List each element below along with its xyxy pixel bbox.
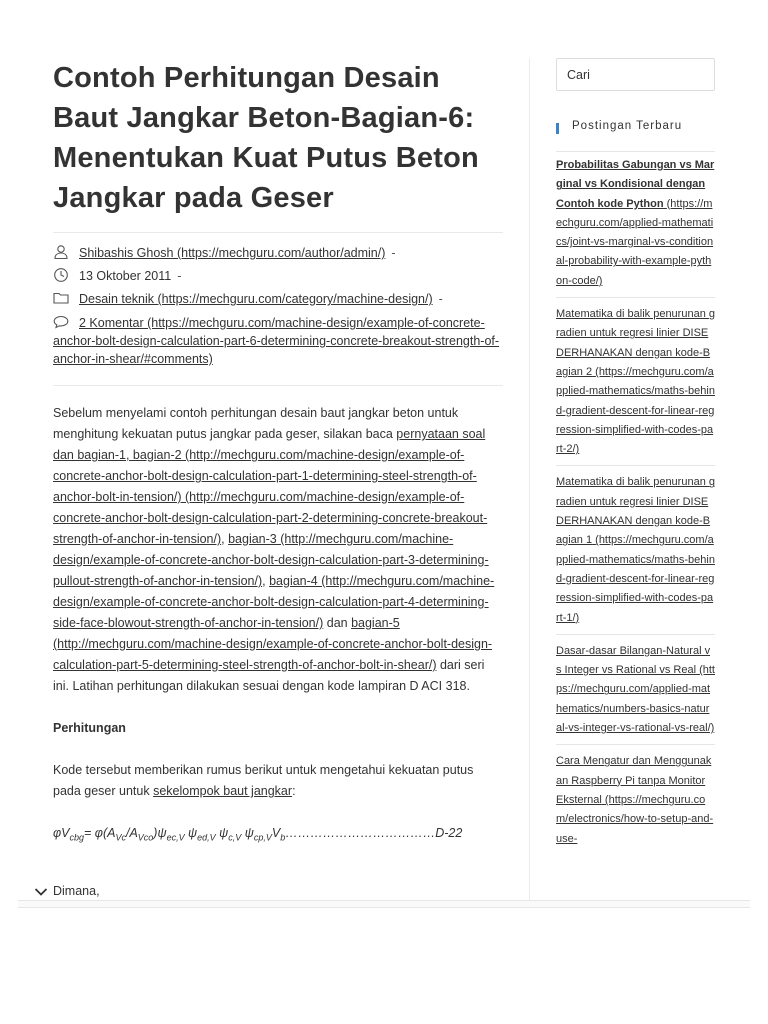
meta-top-divider (53, 232, 503, 233)
widget-title: Postingan Terbaru (572, 120, 683, 132)
article (53, 58, 503, 843)
sidebar-divider (529, 58, 530, 900)
bottom-divider (18, 900, 750, 908)
formula-d22: $\varphi V_{cbg}= \varphi(A_{Vc}/A_{Vco})\psi_{ec,V}$ $\psi_{ed,V}$ $\psi_{c,V}$ $\psi_{cp,V}V_b\dots\dots\dots\dots\dots\dots\dots\dots\dots\dots\dots\dots D-22$ (53, 826, 463, 843)
clock-icon (53, 267, 69, 283)
recent-post-link[interactable]: Dasar-dasar Bilangan-Natural vs Integer vs Rational vs Real (https://mechguru.com/applied-mathematics/numbers-basics-natural-vs-integer-vs-rational-vs-real/) (556, 644, 715, 735)
list-item (556, 156, 715, 298)
link-part-1-2[interactable]: pernyataan soal dan bagian-1, bagian-2 (http://mechguru.com/machine-design/example-of-concrete-anchor-bolt-design-calculation-part-1-determining-steel-strength-of-anchor-bolt-in-tension/) (http://mechguru.com/machine-design/example-of-concrete-anchor-bolt-design-calculation-part-2-determining-concrete-breakout-strength-of-anchor-in-tension/) (53, 427, 488, 546)
anchor-group-link[interactable]: sekelompok baut jangkar (153, 784, 293, 798)
widget-divider (556, 151, 715, 152)
dimana-text: Dimana, (53, 884, 100, 898)
recent-post-link[interactable]: Matematika di balik penurunan gradien untuk regresi linier DISEDERHANAKAN dengan kode-Bagian 1 (https://mechguru.com/applied-mathematics/maths-behind-gradient-descent-for-linear-regression-simplified-with-codes-part-1/) (556, 476, 715, 624)
list-item (556, 473, 715, 634)
recent-post-link[interactable]: Cara Mengatur dan Menggunakan Raspberry Pi tanpa Monitor Eksternal (https://mechguru.com/electronics/how-to-setup-and-use- (556, 755, 714, 845)
section-heading: Perhitungan (53, 721, 126, 735)
article-content (53, 403, 503, 870)
meta-separator: - (391, 246, 396, 260)
folder-icon (53, 290, 69, 306)
intro-paragraph (53, 403, 503, 697)
intro-text: Sebelum menyelami contoh perhitungan desain baut jangkar beton untuk menghitung kekuatan putus jangkar pada geser, silakan baca (53, 406, 459, 441)
intro-separator: dan (323, 616, 352, 630)
meta-separator: - (438, 292, 443, 306)
comments-link[interactable]: 2 Komentar (https://mechguru.com/machine-design/example-of-concrete-anchor-bolt-design-calculation-part-6-determining-concrete-breakout-strength-of-anchor-in-shear/#comments) (53, 316, 500, 366)
meta-category (53, 290, 503, 308)
chevron-down-icon[interactable] (34, 887, 48, 897)
meta-comments (53, 314, 503, 368)
category-link[interactable]: Desain teknik (https://mechguru.com/category/machine-design/) (79, 292, 433, 306)
sidebar (556, 58, 715, 845)
link-part-4[interactable]: bagian-4 (http://mechguru.com/machine-design/example-of-concrete-anchor-bolt-design-calculation-part-4-determining-side-face-blowout-strength-of-anchor-in-tension/) (53, 574, 495, 630)
intro-separator: , (221, 532, 229, 546)
intro-separator: , (262, 574, 270, 588)
article-title: Contoh Perhitungan Desain Baut Jangkar Beton-Bagian-6: Menentukan Kuat Putus Beton Jangkar pada Geser (53, 62, 479, 214)
list-item (556, 305, 715, 466)
link-part-5[interactable]: bagian-5 (http://mechguru.com/machine-design/example-of-concrete-anchor-bolt-design-calculation-part-5-determining-steel-strength-of-anchor-bolt-in-shear/) (53, 616, 493, 672)
recent-posts-list (556, 156, 715, 851)
intro-text-end: dari seri ini. Latihan perhitungan dilakukan sesuai dengan kode lampiran D ACI 318. (53, 658, 485, 693)
meta-separator: - (177, 269, 182, 283)
meta-author (53, 244, 503, 262)
meta-bottom-divider (53, 385, 503, 386)
link-part-3[interactable]: bagian-3 (http://mechguru.com/machine-design/example-of-concrete-anchor-bolt-design-calculation-part-3-determining-pullout-strength-of-anchor-in-tension/) (53, 532, 489, 588)
search-input[interactable] (556, 58, 715, 91)
list-item (556, 642, 715, 745)
user-icon (53, 244, 69, 260)
formula-intro-text: Kode tersebut memberikan rumus berikut untuk mengetahui kekuatan putus pada geser untuk (53, 763, 474, 798)
formula-intro (53, 760, 503, 802)
formula-intro-colon: : (292, 784, 296, 798)
post-date: 13 Oktober 2011 (79, 269, 172, 283)
recent-post-link[interactable]: Probabilitas Gabungan vs Marginal vs Kondisional dengan Contoh kode Python (https://mechguru.com/applied-mathematics/joint-vs-marginal-vs-conditional-probability-with-example-python-code/) (556, 159, 715, 287)
author-link[interactable]: Shibashis Ghosh (https://mechguru.com/author/admin/) (79, 246, 386, 260)
recent-post-link[interactable]: Matematika di balik penurunan gradien untuk regresi linier DISEDERHANAKAN dengan kode-Bagian 2 (https://mechguru.com/applied-mathematics/maths-behind-gradient-descent-for-linear-regression-simplified-with-codes-part-2/) (556, 308, 715, 456)
comment-icon (53, 314, 69, 330)
list-item (556, 752, 715, 844)
meta-date (53, 267, 503, 285)
